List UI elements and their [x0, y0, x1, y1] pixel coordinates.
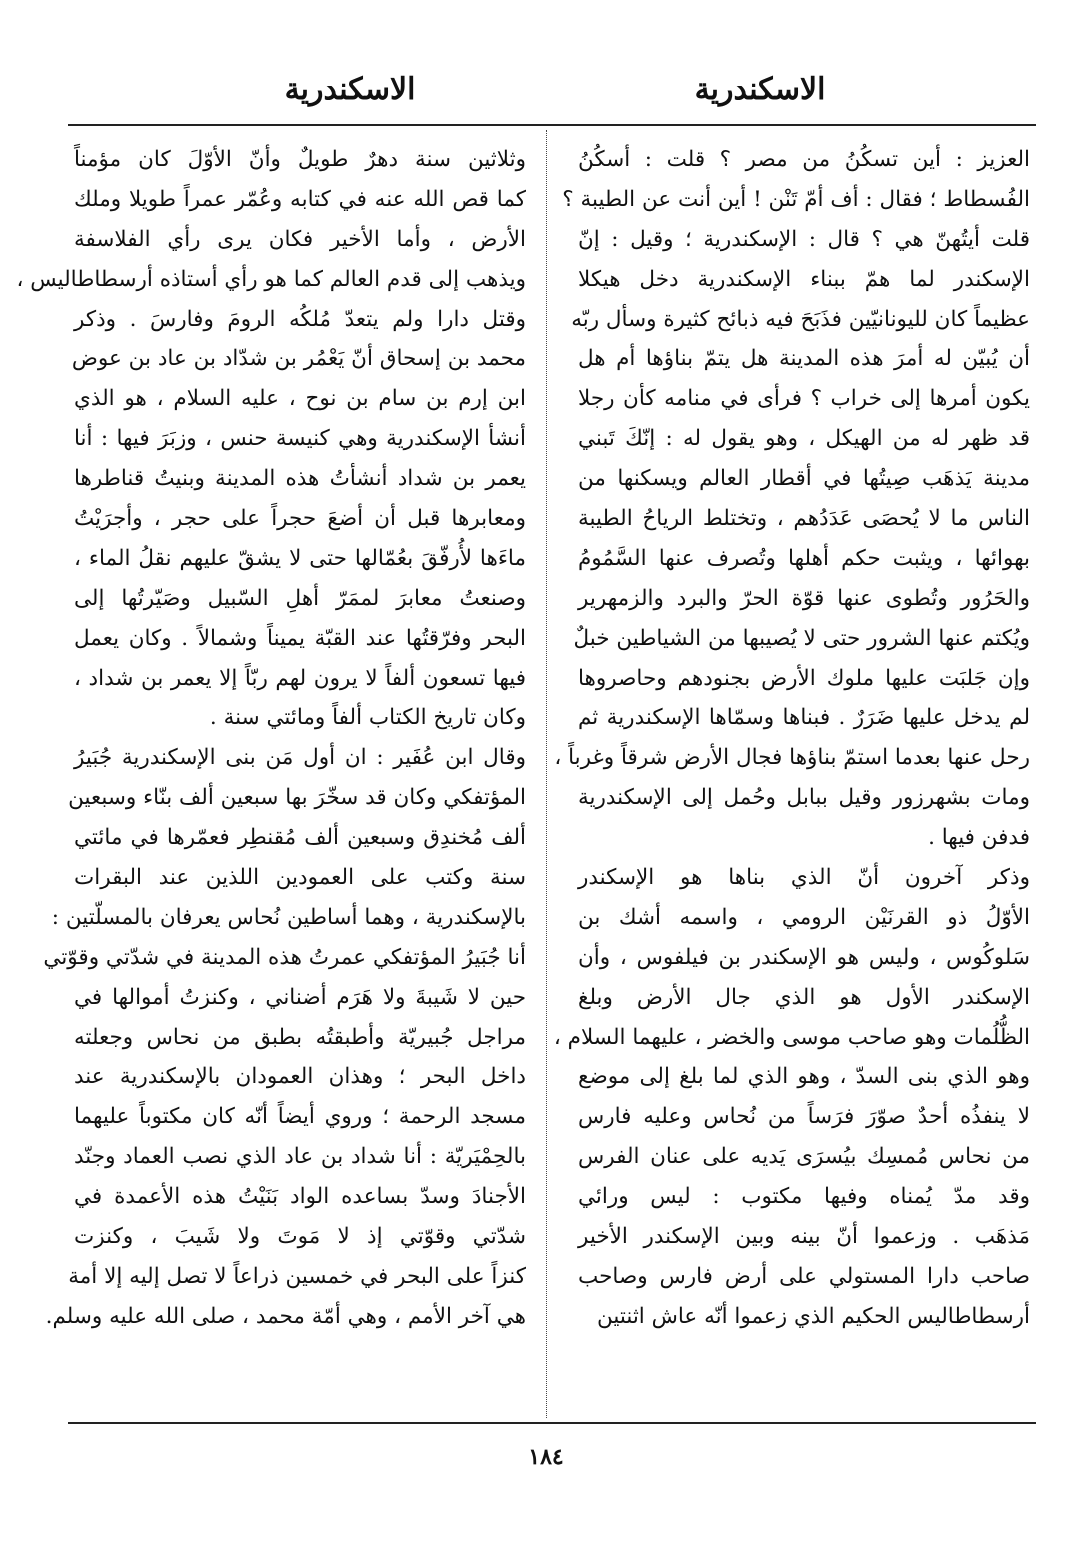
text-line: مراجل جُبيريّة وأطبقتُه بطبق من نحاس وجعلته [74, 1024, 526, 1050]
text-line: وذكر آخرون أنّ الذي بناها هو الإسكندر [578, 865, 1030, 891]
text-line: بالحِمْيَريّة : أنا شداد بن عاد الذي نصب العماد وجنّد [74, 1144, 526, 1170]
text-line: وهو الذي بنى السدّ ، وهو الذي لما بلغ إلى موضع [578, 1064, 1030, 1090]
text-line: سَلوكُوس ، وليس هو الإسكندر بن فيلفوس ، وأن [578, 944, 1030, 970]
text-line: لم يدخل عليها ضَرَرٌ . فبناها وسمّاها الإسكندرية ثم [578, 705, 1030, 731]
text-line: ويُكتم عنها الشرور حتى لا يُصيبها من الشياطين خبلٌ [573, 625, 1030, 651]
text-line: مدينة يَذهَب صِيتُها في أقطار العالم ويسكنها من [578, 466, 1030, 492]
text-line: وقال ابن عُفَير : ان أول مَن بنى الإسكندرية جُبَيرُ [74, 745, 526, 771]
text-line: الناس ما لا يُحصَى عَدَدُهم ، وتختلط الرياحُ الطيبة [578, 506, 1030, 532]
column-divider [546, 130, 547, 1418]
text-line: رحل عنها بعدما استمّ بناؤها فجال الأرض شرقاً وغرباً ، [554, 745, 1030, 771]
text-line: مَذهَب . وزعموا أنّ بينه وبين الإسكندر الأخير [578, 1224, 1030, 1250]
text-line: وثلاثين سنة دهرٌ طويلٌ وأنّ الأوّلَ كان مؤمناً [74, 147, 526, 172]
header-rule [68, 124, 1036, 126]
text-line: والحَرُور وتُطوى عنها قوّة الحرّ والبرد والزمهرير [578, 585, 1030, 611]
text-line: وكان تاريخ الكتاب ألفاً ومائتي سنة . [209, 705, 526, 731]
text-line: الفُسطاط ؛ فقال : أف أمّ تَنْن ! أين أنت عن الطيبة ؟ [562, 186, 1030, 212]
text-line: ومات بشهرزور وقيل ببابل وحُمل إلى الإسكندرية [578, 785, 1030, 811]
text-line: الظُّلُمات وهو صاحب موسى والخضر ، عليهما السلام ، [553, 1024, 1030, 1050]
text-line: وقتل دارا ولم يتعدّ مُلكُه الرومَ وفارسَ . وذكر [74, 306, 526, 332]
text-line: داخل البحر ؛ وهذان العمودان بالإسكندرية عند [74, 1064, 526, 1090]
text-line: صاحب دارا المستولي على أرض فارس وصاحب [578, 1263, 1030, 1289]
text-line: الأوّلُ ذو القرنَيْن الرومي ، واسمه أشك بن [578, 904, 1030, 930]
text-line: وقد مدّ يُمناه وفيها مكتوب : ليس ورائي [578, 1184, 1030, 1210]
text-line: فيها تسعون ألفاً لا يرون لهم ربّاً إلا يعمر بن شداد ، [74, 665, 526, 691]
text-line: الإسكندر الأول هو الذي جال الأرض وبلغ [578, 984, 1030, 1010]
text-line: يكون أمرها إلى خراب ؟ فرأى في منامه كأن رجلا [578, 386, 1030, 412]
text-line: محمد بن إسحاق أنّ يَعْمُر بن شدّاد بن عاد بن عوض [71, 346, 526, 372]
text-line: قلت أيتُهنّ هي ؟ قال : الإسكندرية ؛ وقيل : إنّ [578, 226, 1030, 252]
text-line: بالإسكندرية ، وهما أساطين نُحاس يعرفان بالمسلّتين : [51, 904, 526, 930]
text-line: هي آخر الأمم ، وهي أمّة محمد ، صلى الله عليه وسلم. [45, 1303, 526, 1329]
text-line: قد ظهر له من الهيكل ، وهو يقول له : إنّكَ تَبني [578, 426, 1030, 452]
text-line: كما قص الله عنه في كتابه وعُمّر عمراً طويلا وملك [74, 186, 526, 212]
text-line: فدفن فيها . [928, 825, 1030, 851]
text-line: بهوائها ، ويثبت حكم أهلها وتُصرف عنها السَّمُومُ [578, 545, 1030, 571]
text-line: ويذهب إلى قدم العالم كما هو رأي أستاذه أرسطاطاليس ، [16, 266, 526, 292]
page-number: ١٨٤ [528, 1444, 564, 1470]
text-line: أرسطاطاليس الحكيم الذي زعموا أنّه عاش اثنتين [596, 1303, 1030, 1329]
text-line: الأرض ، وأما الأخير فكان يرى رأي الفلاسفة [74, 226, 526, 252]
left-text-column [16, 140, 526, 1337]
text-line: أنا جُبَيرُ المؤتفكي عمرتُ هذه المدينة في شدّتي وقوّتي [43, 944, 526, 970]
text-line: وإن جَلبَت عليها ملوك الأرض بجنودهم وحاصروها [578, 665, 1030, 691]
footer-rule [68, 1422, 1036, 1424]
text-line: من نحاس مُمسِك بيُسرَى يَديه على عنان الفرس [578, 1144, 1030, 1170]
left-running-header: الاسكندرية [284, 72, 416, 107]
text-line: مسجد الرحمة ؛ وروي أيضاً أنّه كان مكتوباً عليهما [74, 1104, 526, 1130]
text-line: الإسكندر لما همّ ببناء الإسكندرية دخل هيكلا [578, 266, 1030, 292]
text-line: المؤتفكي وكان قد سخّرَ بها سبعين ألف بنّاء وسبعين [68, 785, 526, 811]
text-line: ماءَها لأُرفّقَ بعُمّالها حتى لا يشقّ عليهم نقلُ الماء ، [74, 545, 526, 571]
text-line: حين لا شَيبةَ ولا هَرَم أضناني ، وكنزتُ أموالها في [74, 984, 526, 1010]
text-line: البحر وفرّقتُها عند القبّة يميناً وشمالاً . وكان يعمل [74, 625, 526, 651]
right-running-header: الاسكندرية [694, 72, 826, 107]
text-line: عظيماً كان لليونانيّين فذَبَحَ فيه ذبائح كثيرة وسأل ربّه [571, 306, 1030, 332]
text-line: العزيز : أين تسكُنُ من مصر ؟ قلت : أسكُنُ [578, 147, 1030, 172]
text-line: يعمر بن شداد أنشأتُ هذه المدينة وبنيتُ قناطرها [74, 466, 526, 492]
text-line: شدّتي وقوّتي إذ لا مَوتَ ولا شَيبَ ، وكنزت [74, 1224, 526, 1250]
text-line: الأجنادَ وسدّ بساعده الواد بَنَيْتُ هذه الأعمدة في [74, 1184, 526, 1210]
right-text-column [553, 140, 1030, 1337]
text-line: لا ينفذُه أحدٌ صوّرَ فرَساً من نُحاس وعليه فارس [578, 1104, 1030, 1130]
text-line: أنشأ الإسكندرية وهي كنيسة حنس ، وزبَرَ فيها : أنا [74, 426, 526, 452]
text-line: سنة وكتب على العمودين اللذين عند البقرات [74, 865, 526, 891]
text-line: أن يُبيّن له أمرَ هذه المدينة هل يتمّ بناؤها أم هل [578, 346, 1030, 372]
text-line: كنزاً على البحر في خمسين ذراعاً لا تصل إليه إلا أمة [68, 1263, 526, 1289]
text-line: ومعابرها قبل أن أضعَ حجراً على حجر ، وأجرَيْتُ [74, 506, 526, 532]
text-line: وصنعتُ معابرَ لممَرّ أهلِ السّبيل وصَيّرتُها إلى [74, 585, 526, 611]
text-line: ألف مُخندِق وسبعين ألف مُقنطِر فعمّرها في مائتي [74, 825, 526, 851]
text-line: ابن إرم بن سام بن نوح ، عليه السلام ، هو الذي [74, 386, 526, 412]
